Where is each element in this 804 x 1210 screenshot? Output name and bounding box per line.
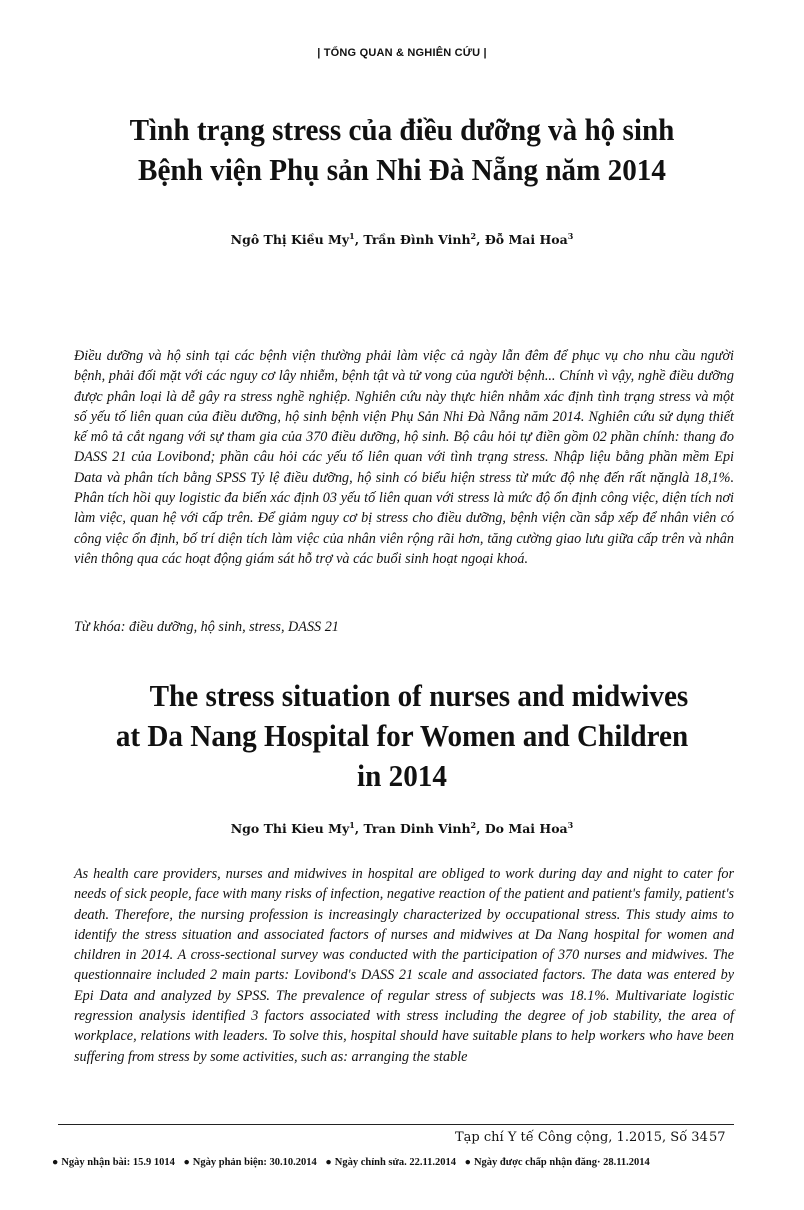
author-affiliation: 1 — [349, 819, 355, 830]
english-title-line: in 2014 — [357, 758, 447, 793]
bullet-icon: ● — [183, 1157, 190, 1168]
vietnamese-title — [62, 110, 743, 190]
author-affiliation: 2 — [470, 819, 477, 830]
english-title — [62, 676, 743, 796]
submission-dates — [52, 1157, 772, 1168]
date-received: Ngày nhận bài: 15.9 1014 — [61, 1157, 175, 1168]
page-number: 57 — [709, 1130, 726, 1145]
bullet-icon: ● — [325, 1157, 332, 1168]
author-name: Tran Dinh Vinh — [363, 821, 471, 836]
english-authors: Ngo Thi Kieu My$^1$, Tran Dinh Vinh$^2$, Do Mai Hoa$^3$ — [230, 819, 574, 836]
section-tag: | TỔNG QUAN & NGHIÊN CỨU | — [317, 47, 487, 59]
english-title-line: The stress situation of nurses and midwives — [149, 678, 689, 713]
author-name: Do Mai Hoa — [484, 821, 568, 836]
author-affiliation: 3 — [567, 230, 574, 241]
author-name: Ngô Thị Kiều My — [230, 232, 350, 247]
author-name: Ngo Thi Kieu My — [230, 821, 350, 836]
date-revised: Ngày chỉnh sửa. 22.11.2014 — [334, 1157, 456, 1168]
english-title-line: at Da Nang Hospital for Women and Children — [115, 718, 689, 753]
author-affiliation: 3 — [567, 819, 574, 830]
vietnamese-keywords: Từ khóa: điều dưỡng, hộ sinh, stress, DASS 21 — [74, 619, 339, 635]
author-name: Trần Đình Vinh — [363, 232, 471, 247]
author-name: Đỗ Mai Hoa — [484, 232, 568, 247]
author-affiliation: 1 — [349, 230, 355, 241]
journal-citation: Tạp chí Y tế Công cộng, 1.2015, Số 34 — [455, 1130, 708, 1145]
english-abstract: As health care providers, nurses and midwives in hospital are obliged to work during day and night to cater for needs of sick people, face with many risks of infection, negative reaction of the patient and patient's family, patient's death. Therefore, the nursing profession is increasingly characterized by occupational stress. This study aims to identify the stress situation and associated factors of nurses and midwives at Da Nang hospital for women and children in 2014. A cross-sectional survey was conducted with the participation of 370 nurses and midwives. The questionnaire included 2 main parts: Lovibond's DASS 21 scale and associated factors. The data was entered by Epi Data and analyzed by SPSS. The prevalence of regular stress of subjects was 18.1%. Multivariate logistic regression analysis identified 3 factors associated with stress including the degree of job stability, the area of workplace, relations with leaders. To solve this, hospital should have suitable plans to help workers who have been suffering from stress by some activities, such as: arranging the stable — [74, 866, 734, 1065]
author-affiliation: 2 — [470, 230, 477, 241]
vietnamese-title-line: Bệnh viện Phụ sản Nhi Đà Nẵng năm 2014 — [138, 152, 666, 187]
date-reviewed: Ngày phản biện: 30.10.2014 — [192, 1157, 317, 1168]
bullet-icon: ● — [52, 1157, 59, 1168]
date-accepted: Ngày được chấp nhận đăng· 28.11.2014 — [473, 1157, 650, 1168]
vietnamese-authors: Ngô Thị Kiều My$^1$, Trần Đình Vinh$^2$, Đỗ Mai Hoa$^3$ — [230, 230, 574, 247]
vietnamese-title-line: Tình trạng stress của điều dưỡng và hộ sinh — [129, 112, 675, 147]
bullet-icon: ● — [464, 1157, 471, 1168]
vietnamese-abstract: Điều dưỡng và hộ sinh tại các bệnh viện thường phải làm việc cả ngày lẫn đêm để phục vụ cho nhu cầu người bệnh, phải đối mặt với các nguy cơ lây nhiễm, bệnh tật và tử vong của người bệnh... Chính vì vậy, nghề điều dưỡng được phân loại là dễ gây ra stress nghề nghiệp. Nghiên cứu này thực hiên nhằm xác định tình trạng stress và một số yếu tố liên quan của điều dưỡng, hộ sinh bệnh viện Phụ Sản Nhi Đà Nẵng năm 2014. Nghiên cứu sử dụng thiết kế mô tả cắt ngang với sự tham gia của 370 điều dưỡng, hộ sinh. Bộ câu hỏi tự điền gồm 02 phần chính: thang đo DASS 21 của Lovibond; phần câu hỏi các yếu tố liên quan với tình trạng stress. Nhập liệu bằng phần mềm Epi Data và phân tích bằng SPSS Tỷ lệ điều dưỡng, hộ sinh có biểu hiện stress từ mức độ nhẹ đến rất nặnglà 18,1%. Phân tích hồi quy logistic đa biến xác định 03 yếu tố liên quan với stress là mức độ ổn định công việc, diện tích nơi làm việc, quan hệ với cấp trên. Để giảm nguy cơ bị stress cho điều dưỡng, bệnh viện cần sắp xếp để nhân viên có công việc ổn định, bố trí diện tích làm việc của nhân viên rộng rãi hơn, tăng cường giao lưu giữa cấp trên và nhân viên thông qua các hoạt động giám sát hỗ trợ và các buổi sinh hoạt ngoại khoá. — [74, 348, 734, 567]
footer-divider — [58, 1124, 734, 1125]
